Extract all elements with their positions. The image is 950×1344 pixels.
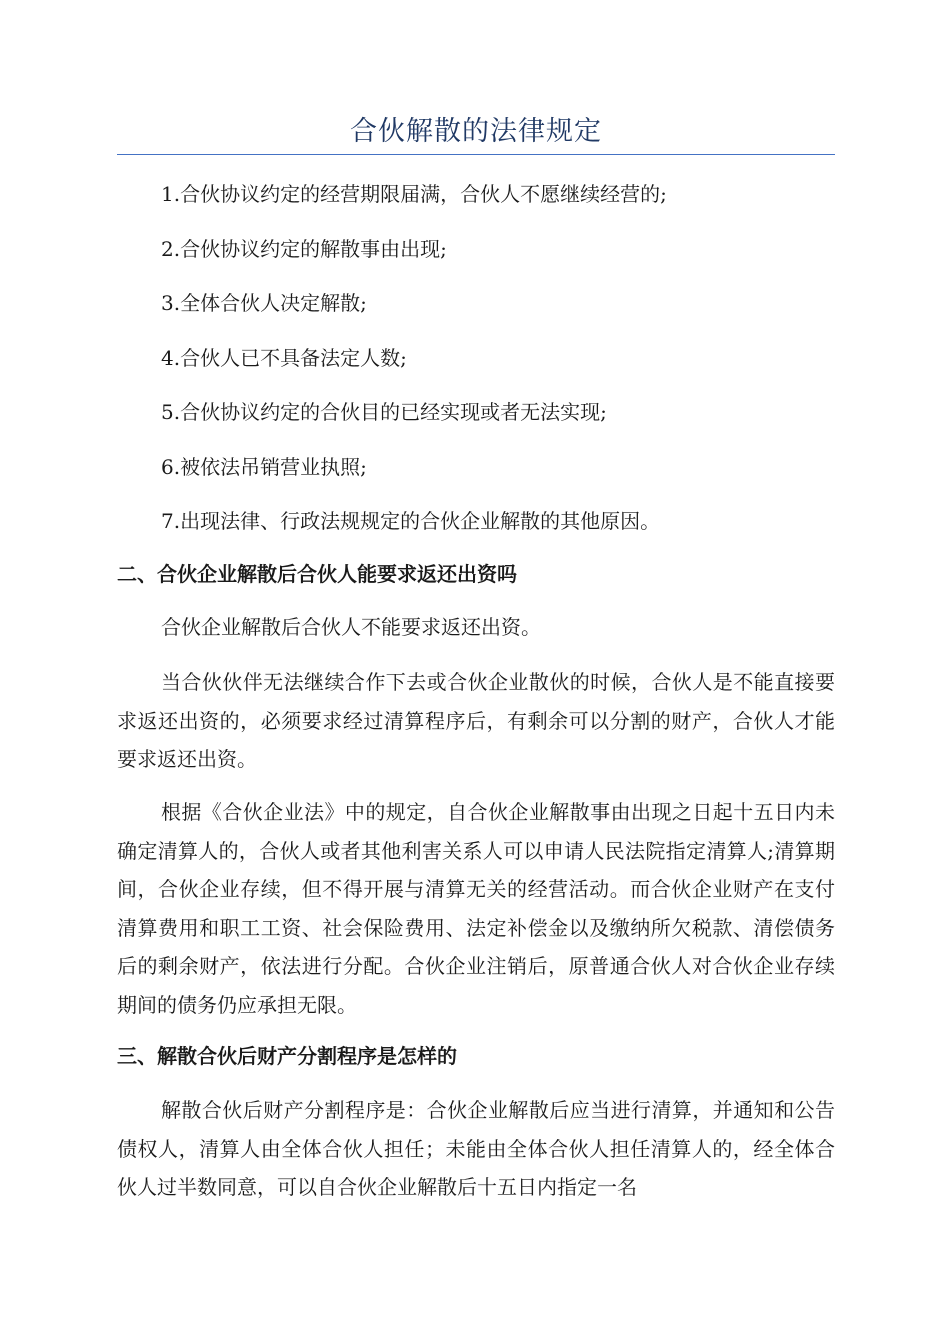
- list-item: 6.被依法吊销营业执照;: [161, 454, 367, 479]
- dissolution-causes-list: [117, 174, 835, 556]
- paragraph: 合伙企业解散后合伙人不能要求返还出资。: [161, 615, 541, 639]
- list-item: 1.合伙协议约定的经营期限届满，合伙人不愿继续经营的;: [161, 182, 667, 206]
- section-heading-2: 二、合伙企业解散后合伙人能要求返还出资吗: [117, 562, 517, 586]
- list-item: 3.全体合伙人决定解散;: [161, 291, 367, 315]
- list-item: 4.合伙人已不具备法定人数;: [161, 345, 407, 370]
- list-item: 5.合伙协议约定的合伙目的已经实现或者无法实现;: [161, 400, 607, 424]
- title-underline: [117, 154, 835, 155]
- paragraph: 根据《合伙企业法》中的规定，自合伙企业解散事由出现之日起十五日内未确定清算人的，合伙人或者其他利害关系人可以申请人民法院指定清算人;清算期间，合伙企业存续，但不得开展与清算无关的经营活动。而合伙企业财产在支付清算费用和职工工资、社会保险费用、法定补偿金以及缴纳所欠税款、清偿债务后的剩余财产，依法进行分配。合伙企业注销后，原普通合伙人对合伙企业存续期间的债务仍应承担无限。: [117, 800, 835, 1017]
- paragraph: 解散合伙后财产分割程序是：合伙企业解散后应当进行清算，并通知和公告债权人，清算人由全体合伙人担任；未能由全体合伙人担任清算人的，经全体合伙人过半数同意，可以自合伙企业解散后十五日内指定一名: [117, 1098, 835, 1199]
- paragraph: 当合伙伙伴无法继续合作下去或合伙企业散伙的时候，合伙人是不能直接要求返还出资的，必须要求经过清算程序后，有剩余可以分割的财产，合伙人才能要求返还出资。: [117, 670, 835, 771]
- list-item: 2.合伙协议约定的解散事由出现;: [161, 236, 447, 261]
- list-item: 7.出现法律、行政法规规定的合伙企业解散的其他原因。: [161, 509, 661, 533]
- document-title: 合伙解散的法律规定: [350, 116, 602, 147]
- section-heading-3: 三、解散合伙后财产分割程序是怎样的: [117, 1044, 457, 1068]
